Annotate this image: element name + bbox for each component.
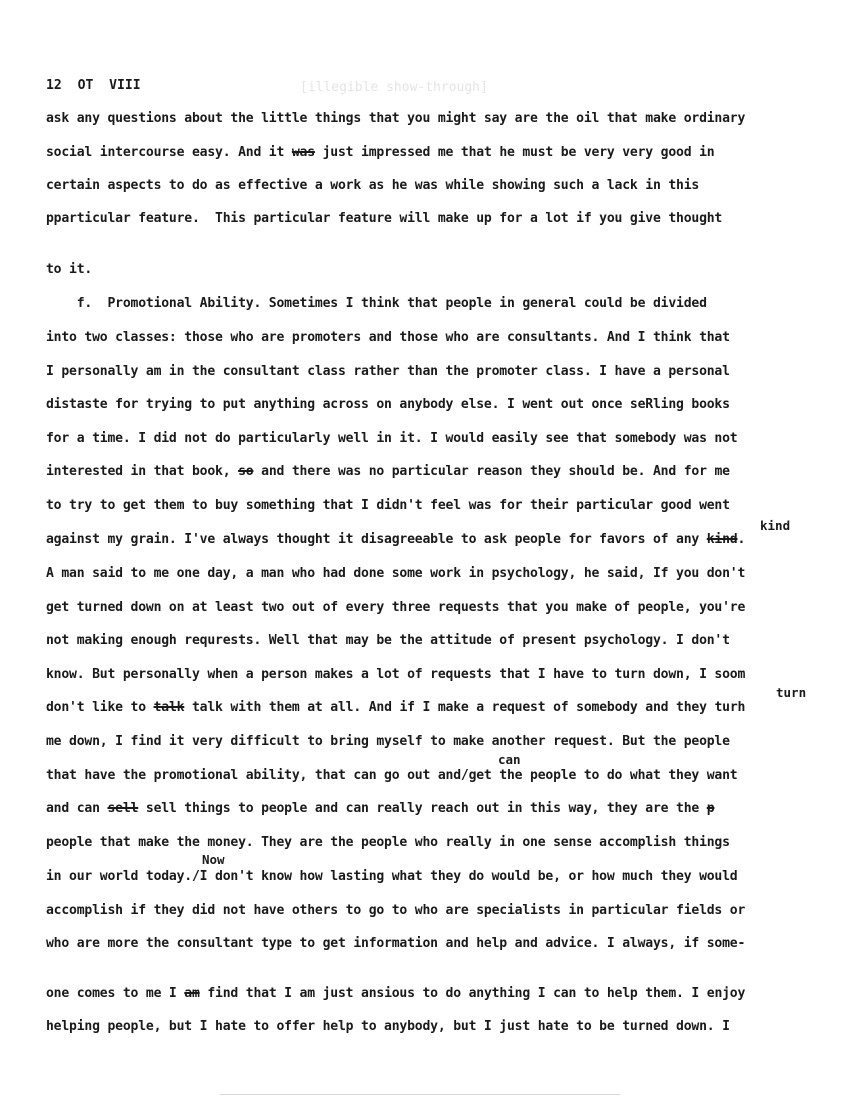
text-line: in our world today./I don't know how lasting what they do would be, or how much they would bbox=[46, 869, 738, 884]
struck-out-word: talk bbox=[153, 700, 185, 715]
text-line: distaste for trying to put anything across on anybody else. I went out once seRling books bbox=[46, 397, 730, 412]
text-line: to it. bbox=[46, 262, 93, 277]
text-line: that have the promotional ability, that can go out and/get the people to do what they want bbox=[46, 768, 738, 783]
struck-out-word: am bbox=[184, 986, 200, 1001]
text-line: accomplish if they did not have others to go to who are specialists in particular fields or bbox=[46, 903, 746, 918]
page-edge bbox=[220, 1094, 620, 1095]
struck-out-word: p bbox=[706, 801, 715, 816]
text-line: helping people, but I hate to offer help to anybody, but I just hate to be turned down. I bbox=[46, 1019, 730, 1034]
handwritten-insert-can: can bbox=[498, 752, 521, 767]
text-line: know. But personally when a person makes a lot of requests that I have to turn down, I soom bbox=[46, 667, 746, 682]
text-line: certain aspects to do as effective a work as he was while showing such a lack in this bbox=[46, 178, 700, 193]
text-line: to try to get them to buy something that I didn't feel was for their particular good went bbox=[46, 498, 730, 513]
struck-out-word: so bbox=[238, 464, 254, 479]
text-line: one comes to me I am find that I am just ansious to do anything I can to help them. I enjoy bbox=[46, 986, 746, 1001]
text-line: get turned down on at least two out of every three requests that you make of people, you're bbox=[46, 600, 746, 615]
handwritten-insert-now: Now bbox=[202, 852, 225, 867]
show-through-text: [illegible show-through] bbox=[300, 80, 488, 95]
page-number: 12 bbox=[46, 78, 62, 93]
struck-out-word: sell bbox=[107, 801, 139, 816]
text-line: f. Promotional Ability. Sometimes I think that people in general could be divided bbox=[46, 296, 707, 311]
text-line: I personally am in the consultant class rather than the promoter class. I have a personal bbox=[46, 364, 730, 379]
text-line: for a time. I did not do particularly well in it. I would easily see that somebody was not bbox=[46, 431, 738, 446]
chapter-number: VIII bbox=[109, 78, 141, 93]
text-line: don't like to talk talk with them at all. And if I make a request of somebody and they turh bbox=[46, 700, 746, 715]
text-line: who are more the consultant type to get information and help and advice. I always, if some- bbox=[46, 936, 746, 951]
handwritten-insert-kind: kind bbox=[760, 518, 791, 533]
struck-out-word: kind bbox=[706, 532, 738, 547]
text-line: interested in that book, so and there was no particular reason they should be. And for me bbox=[46, 464, 730, 479]
page-header bbox=[46, 78, 141, 93]
text-line: and can sell sell things to people and can really reach out in this way, they are the p bbox=[46, 801, 715, 816]
handwritten-insert-turn: turn bbox=[776, 685, 807, 700]
text-line: against my grain. I've always thought it disagreeable to ask people for favors of any kind. bbox=[46, 532, 746, 547]
text-line: social intercourse easy. And it was just impressed me that he must be very very good in bbox=[46, 145, 715, 160]
text-line: A man said to me one day, a man who had done some work in psychology, he said, If you don't bbox=[46, 566, 746, 581]
text-line: into two classes: those who are promoters and those who are consultants. And I think that bbox=[46, 330, 730, 345]
text-line: me down, I find it very difficult to bring myself to make another request. But the people bbox=[46, 734, 730, 749]
struck-out-word: was bbox=[291, 145, 315, 160]
text-line: not making enough requrests. Well that may be the attitude of present psychology. I don't bbox=[46, 633, 730, 648]
text-line: ask any questions about the little things that you might say are the oil that make ordinary bbox=[46, 111, 746, 126]
text-line: people that make the money. They are the people who really in one sense accomplish things bbox=[46, 835, 730, 850]
text-line: pparticular feature. This particular feature will make up for a lot if you give thought bbox=[46, 211, 723, 226]
section-code: OT bbox=[77, 78, 94, 93]
